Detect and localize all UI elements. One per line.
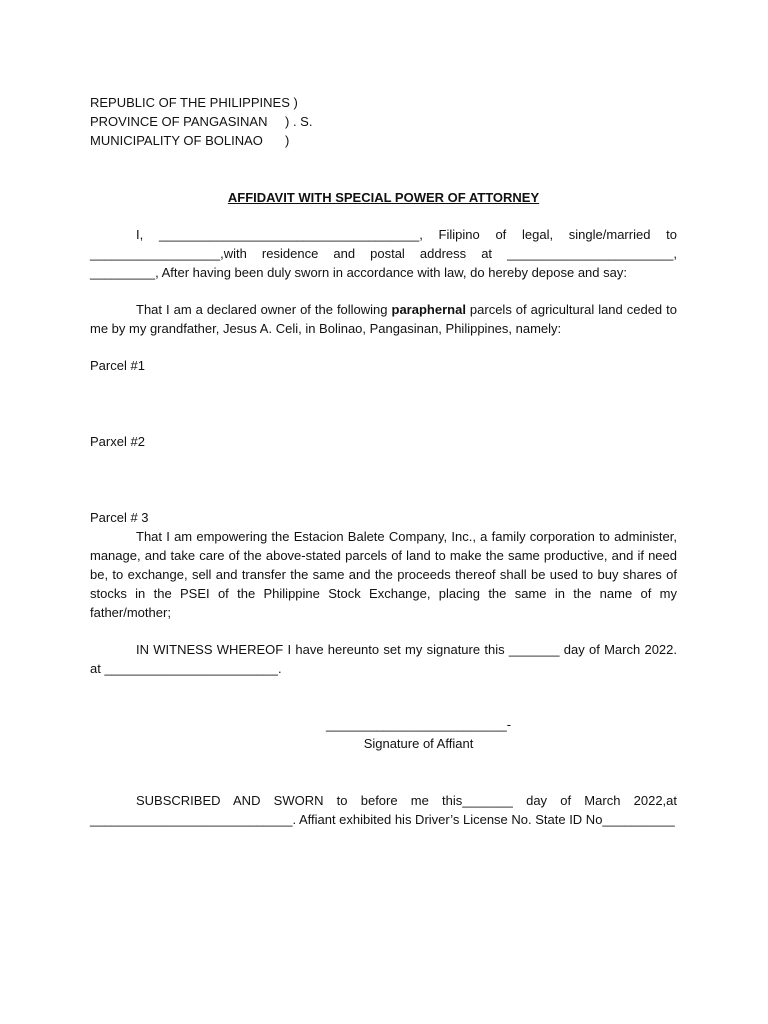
parcel-1-label: Parcel #1 [90,358,145,373]
affidavit-document [90,93,677,829]
signature-label: Signature of Affiant [363,736,474,751]
venue-municipality-text: MUNICIPALITY OF BOLINAO [90,133,263,148]
ownership-text-after: parcels of agricultural land ceded to me by my grandfather, Jesus A. Celi, in Bolinao, Pangasinan, Philippines, namely: [90,302,677,336]
ownership-paragraph [90,300,677,338]
venue-province-suffix: ) . S. [285,114,313,129]
empowering-paragraph: That I am empowering the Estacion Balete Company, Inc., a family corporation to administer, manage, and take care of the above-stated parcels of land to make the same productive, and if need be, to exchange, sell and transfer the same and the proceeds thereof shall be used to buy shares of stocks in the PSEI of the Philippine Stock Exchange, placing the same in the name of my father/mother; [90,529,677,620]
witness-paragraph: IN WITNESS WHEREOF I have hereunto set my signature this _______ day of March 2022. at ________________________. [90,642,677,676]
parcel-2-label: Parxel #2 [90,434,145,449]
venue-republic-text: REPUBLIC OF THE PHILIPPINES ) [90,95,298,110]
sworn-paragraph: SUBSCRIBED AND SWORN to before me this_______ day of March 2022,at ____________________________. Affiant exhibited his Driver’s License No. State ID No__________ [90,793,677,827]
venue-municipality [90,131,677,150]
intro-paragraph: I, ____________________________________, Filipino of legal, single/married to __________________,with residence and postal address at _______________________, _________, After having been duly sworn in accordance with law, do hereby depose and say: [90,227,677,280]
venue-republic [90,93,677,112]
venue-province [90,112,677,131]
ownership-text-bold: paraphernal [391,302,466,317]
document-title: AFFIDAVIT WITH SPECIAL POWER OF ATTORNEY [227,190,540,205]
signature-block [160,715,677,753]
venue-province-text: PROVINCE OF PANGASINAN [90,114,268,129]
ownership-text-before: That I am a declared owner of the following [136,302,392,317]
parcel-3-label: Parcel # 3 [90,510,149,525]
venue-municipality-suffix: ) [285,133,290,148]
venue-header [90,93,677,150]
signature-line: _________________________- [325,717,512,732]
